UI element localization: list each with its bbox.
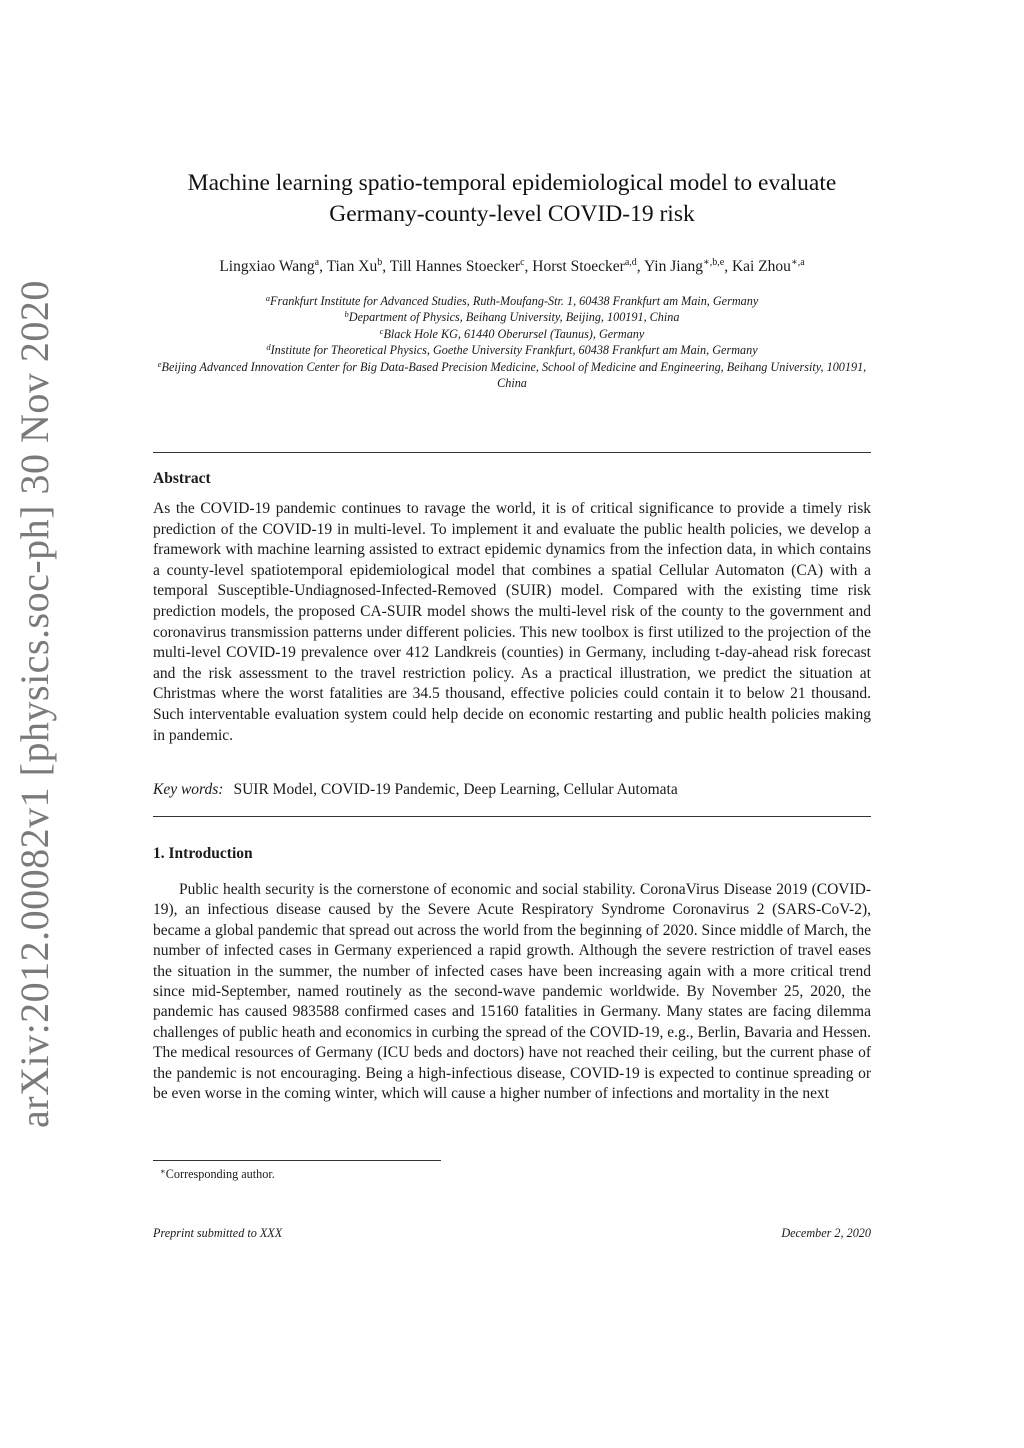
affiliation: $^b$Department of Physics, Beihang University, Beijing, 100191, China	[344, 309, 680, 325]
footnote: ∗Corresponding author.	[160, 1166, 275, 1181]
author: Till Hannes Stoecker$^c$,	[389, 257, 533, 275]
author: Yin Jiang$^{∗,b,e}$,	[643, 257, 732, 275]
keywords-text: SUIR Model, COVID-19 Pandemic, Deep Learning, Cellular Automata	[233, 781, 678, 798]
affiliation: $^d$Institute for Theoretical Physics, Goethe University Frankfurt, 60438 Frankfurt am Main, Germany	[266, 342, 758, 358]
preprint-note: Preprint submitted to XXX	[153, 1226, 283, 1240]
author: Tian Xu$^b$,	[326, 257, 390, 275]
footnote-rule	[153, 1160, 441, 1161]
affiliation-list	[150, 293, 874, 391]
title-line-1: Machine learning spatio-temporal epidemiological model to evaluate	[187, 170, 837, 196]
affiliation: $^e$Beijing Advanced Innovation Center for Big Data-Based Precision Medicine, School of Medicine and Engineering, Beihang University, 100191, China	[157, 358, 867, 391]
abstract-bottom-rule	[153, 816, 871, 817]
keywords-label: Key words:	[153, 781, 224, 798]
section-heading-introduction: 1. Introduction	[153, 845, 253, 862]
author: Horst Stoecker$^{a,d}$,	[532, 257, 644, 275]
abstract-heading: Abstract	[153, 470, 211, 487]
arxiv-identifier-stamp: arXiv:2012.00082v1 [physics.soc-ph] 30 Nov 2020	[12, 280, 57, 1128]
title-line-2: Germany-county-level COVID-19 risk	[329, 201, 695, 227]
keywords	[153, 780, 871, 800]
preprint-date: December 2, 2020	[781, 1226, 871, 1240]
paper-title	[150, 168, 874, 230]
abstract-top-rule	[153, 452, 871, 453]
abstract-body: As the COVID-19 pandemic continues to ravage the world, it is of critical significance to provide a timely risk prediction of the COVID-19 in multi-level. To implement it and evaluate the public health policies, we develop a framework with machine learning assisted to extract epidemic dynamics from the infection data, in which contains a county-level spatiotemporal epidemiological model that combines a spatial Cellular Automaton (CA) with a temporal Susceptible-Undiagnosed-Infected-Removed (SUIR) model. Compared with the existing time risk prediction models, the proposed CA-SUIR model shows the multi-level risk of the county to the government and coronavirus transmission patterns under different policies. This new toolbox is first utilized to the projection of the multi-level COVID-19 prevalence over 412 Landkreis (counties) in Germany, including t-day-ahead risk forecast and the risk assessment to the travel restriction policy. As a practical illustration, we predict the situation at Christmas where the worst fatalities are 34.5 thousand, effective policies could contain it to below 21 thousand. Such interventable evaluation system could help decide on economic restarting and public health policies making in pandemic.	[153, 500, 871, 744]
author: Lingxiao Wang$^a$,	[219, 257, 327, 275]
affiliation: $^c$Black Hole KG, 61440 Oberursel (Taunus), Germany	[379, 325, 645, 341]
introduction-paragraph: Public health security is the cornerstone of economic and social stability. CoronaVirus Disease 2019 (COVID-19), an infectious disease caused by the Severe Acute Respiratory Syndrome Coronavirus 2 (SARS-CoV-2), became a global pandemic that spread out across the world from the beginning of 2020. Since middle of March, the number of infected cases in Germany experienced a rapid growth. Although the severe restriction of travel eases the situation in the summer, the number of infected cases have been increasing again with a more critical trend since mid-September, named routinely as the second-wave pandemic worldwide. By November 25, 2020, the pandemic has caused 983588 confirmed cases and 15160 fatalities in Germany. Many states are facing dilemma challenges of public heath and economics in curbing the spread of the COVID-19, e.g., Berlin, Bavaria and Hessen. The medical resources of Germany (ICU beds and doctors) have not reached their ceiling, but the current phase of the pandemic is not encouraging. Being a high-infectious disease, COVID-19 is expected to continue spreading or be even worse in the coming winter, which will cause a higher number of infections and mortality in the next	[153, 881, 871, 1103]
author: Kai Zhou$^{∗,a}$	[731, 257, 805, 275]
author-list	[150, 256, 874, 278]
affiliation: $^a$Frankfurt Institute for Advanced Studies, Ruth-Moufang-Str. 1, 60438 Frankfurt am Main, Germany	[265, 293, 759, 308]
